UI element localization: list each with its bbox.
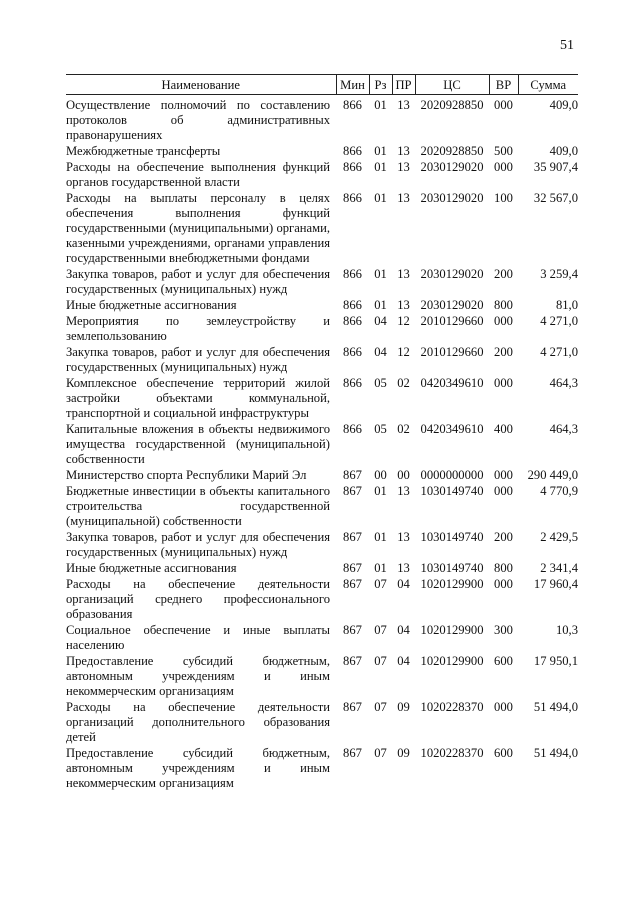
cell-rz: 01: [374, 298, 387, 312]
cell-pr: 13: [397, 298, 410, 312]
cell-sum: 4 770,9: [540, 484, 578, 498]
table-row: [66, 298, 578, 314]
cell-cs: 1020129900: [420, 577, 484, 591]
cell-vr: 500: [494, 144, 513, 158]
table-row: [66, 376, 578, 422]
cell-cs: 2030129020: [420, 191, 484, 205]
cell-name: Осуществление полномочий по составлению протоколов об административных правонарушениях: [66, 98, 330, 142]
cell-name: Иные бюджетные ассигнования: [66, 561, 237, 575]
cell-cs: 2020928850: [420, 144, 484, 158]
cell-vr: 000: [494, 314, 513, 328]
cell-cs: 2030129020: [420, 267, 484, 281]
cell-sum: 10,3: [555, 623, 578, 637]
cell-rz: 05: [374, 376, 387, 390]
cell-pr: 09: [397, 700, 410, 714]
cell-pr: 13: [397, 484, 410, 498]
cell-min: 867: [343, 654, 362, 668]
cell-pr: 12: [397, 314, 410, 328]
cell-pr: 13: [397, 144, 410, 158]
cell-cs: 0000000000: [420, 468, 484, 482]
cell-min: 867: [343, 577, 362, 591]
cell-pr: 13: [397, 561, 410, 575]
cell-name: Предоставление субсидий бюджетным, автономным учреждениям и иным некоммерческим организациям: [66, 654, 330, 698]
cell-sum: 409,0: [549, 98, 578, 112]
cell-min: 866: [343, 314, 362, 328]
cell-vr: 000: [494, 577, 513, 591]
cell-rz: 01: [374, 144, 387, 158]
cell-cs: 1020129900: [420, 623, 484, 637]
cell-rz: 07: [374, 577, 387, 591]
cell-min: 867: [343, 746, 362, 760]
cell-name: Иные бюджетные ассигнования: [66, 298, 237, 312]
cell-cs: 2030129020: [420, 298, 484, 312]
table-body: [66, 95, 578, 793]
cell-vr: 000: [494, 98, 513, 112]
header-sum: Сумма: [518, 75, 578, 95]
cell-name: Предоставление субсидий бюджетным, автономным учреждениям и иным некоммерческим организациям: [66, 746, 330, 790]
cell-min: 866: [343, 98, 362, 112]
cell-name: Комплексное обеспечение территорий жилой застройки объектами коммунальной, транспортной и социальной инфраструктуры: [66, 376, 330, 420]
cell-sum: 2 429,5: [540, 530, 578, 544]
cell-sum: 4 271,0: [540, 345, 578, 359]
cell-pr: 02: [397, 376, 410, 390]
cell-vr: 200: [494, 267, 513, 281]
cell-rz: 01: [374, 267, 387, 281]
table-row: [66, 95, 578, 145]
header-min: Мин: [336, 75, 369, 95]
cell-pr: 02: [397, 422, 410, 436]
cell-sum: 17 960,4: [533, 577, 578, 591]
cell-name: Закупка товаров, работ и услуг для обеспечения государственных (муниципальных) нужд: [66, 530, 330, 559]
cell-sum: 290 449,0: [527, 468, 578, 482]
cell-cs: 2010129660: [420, 314, 484, 328]
cell-vr: 200: [494, 345, 513, 359]
cell-vr: 000: [494, 376, 513, 390]
cell-vr: 000: [494, 160, 513, 174]
cell-min: 866: [343, 422, 362, 436]
cell-cs: 1030149740: [420, 530, 484, 544]
cell-rz: 01: [374, 530, 387, 544]
cell-vr: 400: [494, 422, 513, 436]
cell-name: Министерство спорта Республики Марий Эл: [66, 468, 307, 482]
cell-pr: 04: [397, 623, 410, 637]
cell-min: 867: [343, 700, 362, 714]
table-row: [66, 144, 578, 160]
cell-sum: 51 494,0: [533, 746, 578, 760]
budget-table: [66, 74, 578, 792]
cell-name: Мероприятия по землеустройству и землепользованию: [66, 314, 330, 343]
cell-cs: 0420349610: [420, 422, 484, 436]
table-row: [66, 160, 578, 191]
cell-min: 866: [343, 160, 362, 174]
header-vr: ВР: [489, 75, 518, 95]
cell-name: Капитальные вложения в объекты недвижимого имущества государственной (муниципальной) собственности: [66, 422, 330, 466]
table-row: [66, 468, 578, 484]
cell-vr: 300: [494, 623, 513, 637]
cell-sum: 4 271,0: [540, 314, 578, 328]
cell-vr: 800: [494, 298, 513, 312]
cell-min: 867: [343, 561, 362, 575]
cell-cs: 2030129020: [420, 160, 484, 174]
cell-cs: 1020228370: [420, 746, 484, 760]
cell-sum: 17 950,1: [533, 654, 578, 668]
cell-min: 866: [343, 345, 362, 359]
cell-min: 866: [343, 144, 362, 158]
cell-cs: 2010129660: [420, 345, 484, 359]
cell-rz: 01: [374, 191, 387, 205]
cell-sum: 464,3: [549, 422, 578, 436]
cell-pr: 00: [397, 468, 410, 482]
table-row: [66, 746, 578, 792]
cell-vr: 800: [494, 561, 513, 575]
cell-cs: 0420349610: [420, 376, 484, 390]
cell-vr: 600: [494, 746, 513, 760]
cell-rz: 01: [374, 561, 387, 575]
cell-cs: 2020928850: [420, 98, 484, 112]
cell-min: 866: [343, 298, 362, 312]
table-row: [66, 422, 578, 468]
cell-min: 867: [343, 484, 362, 498]
table-row: [66, 577, 578, 623]
cell-min: 867: [343, 623, 362, 637]
cell-name: Закупка товаров, работ и услуг для обеспечения государственных (муниципальных) нужд: [66, 267, 330, 296]
table-row: [66, 314, 578, 345]
header-pr: ПР: [392, 75, 415, 95]
cell-rz: 07: [374, 623, 387, 637]
cell-name: Расходы на обеспечение выполнения функций органов государственной власти: [66, 160, 330, 189]
cell-rz: 07: [374, 654, 387, 668]
cell-sum: 409,0: [549, 144, 578, 158]
cell-sum: 51 494,0: [533, 700, 578, 714]
cell-vr: 000: [494, 468, 513, 482]
cell-min: 866: [343, 191, 362, 205]
table-row: [66, 623, 578, 654]
cell-vr: 200: [494, 530, 513, 544]
cell-name: Бюджетные инвестиции в объекты капитального строительства государственной (муниципальной) собственности: [66, 484, 330, 528]
table-row: [66, 561, 578, 577]
table-row: [66, 345, 578, 376]
cell-rz: 07: [374, 746, 387, 760]
cell-vr: 000: [494, 484, 513, 498]
table-header: [66, 75, 578, 95]
table-row: [66, 267, 578, 298]
cell-vr: 000: [494, 700, 513, 714]
cell-cs: 1020129900: [420, 654, 484, 668]
cell-cs: 1030149740: [420, 561, 484, 575]
cell-rz: 01: [374, 484, 387, 498]
cell-rz: 04: [374, 314, 387, 328]
cell-min: 866: [343, 267, 362, 281]
cell-pr: 13: [397, 98, 410, 112]
cell-pr: 13: [397, 530, 410, 544]
cell-rz: 05: [374, 422, 387, 436]
cell-name: Социальное обеспечение и иные выплаты населению: [66, 623, 330, 652]
page-number: 51: [560, 38, 574, 53]
cell-sum: 2 341,4: [540, 561, 578, 575]
cell-rz: 07: [374, 700, 387, 714]
cell-rz: 01: [374, 98, 387, 112]
header-rz: Рз: [369, 75, 392, 95]
cell-rz: 01: [374, 160, 387, 174]
table-row: [66, 484, 578, 530]
table-row: [66, 191, 578, 267]
cell-rz: 00: [374, 468, 387, 482]
cell-pr: 04: [397, 577, 410, 591]
table-row: [66, 654, 578, 700]
cell-name: Закупка товаров, работ и услуг для обеспечения государственных (муниципальных) нужд: [66, 345, 330, 374]
cell-sum: 464,3: [549, 376, 578, 390]
cell-name: Расходы на обеспечение деятельности организаций дополнительного образования детей: [66, 700, 330, 744]
table-row: [66, 700, 578, 746]
cell-sum: 3 259,4: [540, 267, 578, 281]
cell-name: Межбюджетные трансферты: [66, 144, 221, 158]
cell-name: Расходы на обеспечение деятельности организаций среднего профессионального образования: [66, 577, 330, 621]
cell-rz: 04: [374, 345, 387, 359]
cell-pr: 13: [397, 191, 410, 205]
cell-sum: 81,0: [555, 298, 578, 312]
cell-cs: 1030149740: [420, 484, 484, 498]
cell-vr: 600: [494, 654, 513, 668]
cell-min: 866: [343, 376, 362, 390]
cell-sum: 32 567,0: [533, 191, 578, 205]
cell-pr: 13: [397, 160, 410, 174]
cell-pr: 13: [397, 267, 410, 281]
header-cs: ЦС: [415, 75, 489, 95]
cell-pr: 09: [397, 746, 410, 760]
cell-name: Расходы на выплаты персоналу в целях обеспечения выполнения функций государственными (муниципальными) органами, казенными учреждениями, органами управления государственными внебюджетными фондами: [66, 191, 330, 265]
cell-pr: 12: [397, 345, 410, 359]
cell-vr: 100: [494, 191, 513, 205]
cell-pr: 04: [397, 654, 410, 668]
cell-sum: 35 907,4: [533, 160, 578, 174]
header-name: Наименование: [66, 75, 336, 95]
cell-min: 867: [343, 468, 362, 482]
cell-min: 867: [343, 530, 362, 544]
table-row: [66, 530, 578, 561]
cell-cs: 1020228370: [420, 700, 484, 714]
